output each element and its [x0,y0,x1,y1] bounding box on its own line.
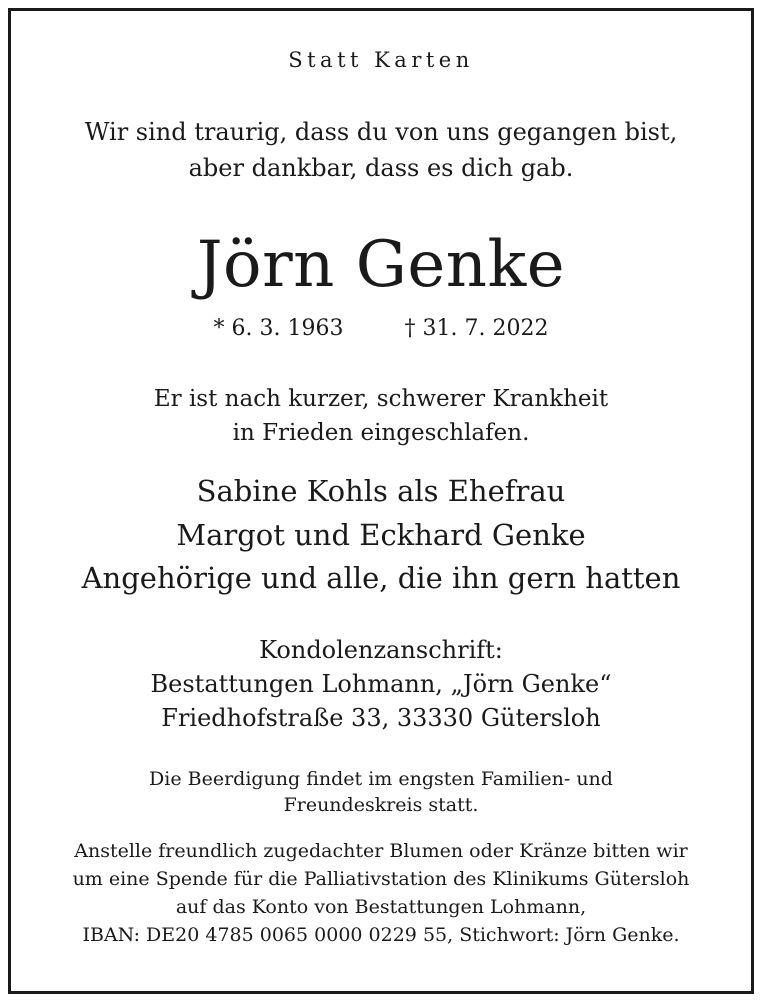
motto-line-1: Wir sind traurig, dass du von uns gegangen bist, [84,118,678,146]
condolence-address: Friedhofstraße 33, 33330 Gütersloh [161,704,601,732]
death-date: † 31. 7. 2022 [404,316,549,341]
notice-heading: Statt Karten [288,48,474,72]
condolence-recipient: Bestattungen Lohmann, „Jörn Genke“ [150,670,612,698]
funeral-line-2: Freundeskreis statt. [283,794,479,816]
mourner-line-3: Angehörige und alle, die ihn gern hatten [81,561,681,595]
life-dates [0,316,762,341]
birth-date: * 6. 3. 1963 [213,316,344,341]
donation-line-3: auf das Konto von Bestattungen Lohmann, [175,896,587,918]
mourner-line-1: Sabine Kohls als Ehefrau [196,474,566,508]
funeral-line-1: Die Beerdigung findet im engsten Familien- und [149,768,613,790]
illness-line-1: Er ist nach kurzer, schwerer Krankheit [153,386,609,412]
motto-line-2: aber dankbar, dass es dich gab. [188,154,574,182]
donation-line-2: um eine Spende für die Palliativstation des Klinikums Gütersloh [72,868,690,890]
mourner-line-2: Margot und Eckhard Genke [176,518,586,552]
donation-line-1: Anstelle freundlich zugedachter Blumen oder Kränze bitten wir [74,840,688,862]
condolence-label: Kondolenzanschrift: [259,636,503,664]
illness-line-2: in Frieden eingeschlafen. [232,420,530,446]
deceased-name: Jörn Genke [196,228,566,302]
donation-iban: IBAN: DE20 4785 0065 0000 0229 55, Stichwort: Jörn Genke. [82,924,680,946]
